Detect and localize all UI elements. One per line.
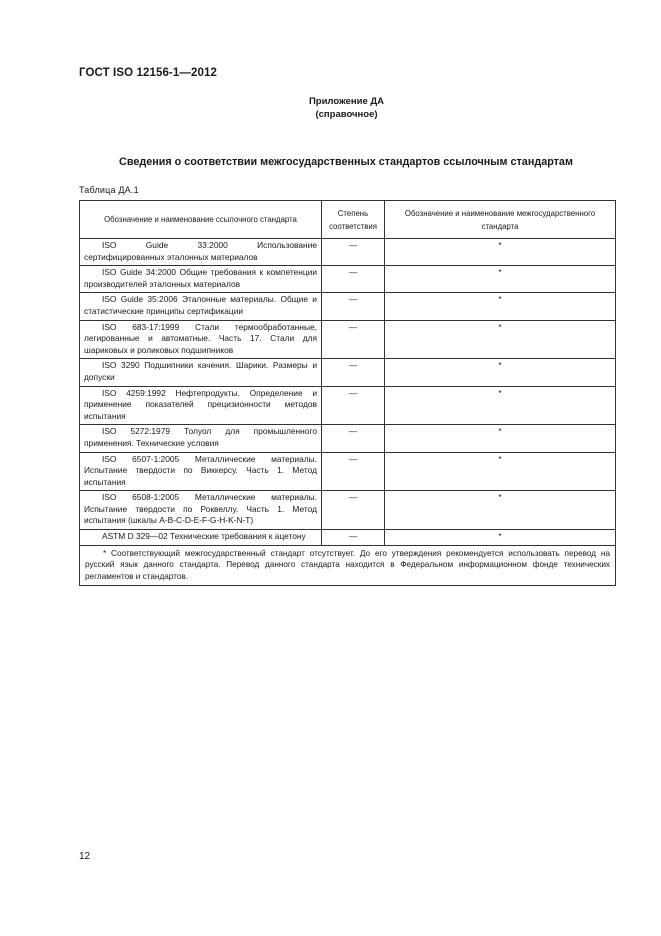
reference-standard-cell: ISO 4259:1992 Нефтепродукты. Определение и применение показателей прецизионности методов испытания: [80, 386, 322, 425]
table-row: [80, 359, 616, 386]
table-row: [80, 293, 616, 320]
reference-standard-cell: ASTM D 329—02 Технические требования к ацетону: [80, 530, 322, 546]
table-footnote: * Соответствующий межгосударственный стандарт отсутствует. До его утверждения рекомендуется использовать перевод на русский язык данного стандарта. Перевод данного стандарта находится в Федеральном информационном фонде технических регламентов и стандартов.: [80, 545, 616, 586]
interstate-standard-cell: *: [385, 293, 616, 320]
table-row: [80, 386, 616, 425]
column-header-interstate: Обозначение и наименование межгосударственного стандарта: [385, 201, 616, 239]
annex-title: Приложение ДА: [308, 96, 385, 107]
reference-standard-cell: ISO Guide 35:2006 Эталонные материалы. Общие и статистические принципы сертификации: [80, 293, 322, 320]
reference-standard-cell: ISO Guide 34:2000 Общие требования к компетенции производителей эталонных материалов: [80, 266, 322, 293]
reference-standard-cell: ISO Guide 33:2000 Использование сертифицированных эталонных материалов: [80, 239, 322, 266]
page-number: 12: [79, 851, 91, 862]
interstate-standard-cell: *: [385, 386, 616, 425]
degree-cell: —: [322, 530, 385, 546]
interstate-standard-cell: *: [385, 530, 616, 546]
degree-cell: —: [322, 425, 385, 452]
column-header-degree: Степень соответствия: [322, 201, 385, 239]
table-row: [80, 425, 616, 452]
table-row: [80, 452, 616, 491]
degree-cell: —: [322, 239, 385, 266]
table-row: [80, 530, 616, 546]
interstate-standard-cell: *: [385, 425, 616, 452]
reference-standard-cell: ISO 6508-1:2005 Металлические материалы. Испытание твердости по Роквеллу. Часть 1. Метод испытания (шкалы A-B-C-D-E-F-G-H-K-N-T): [80, 491, 322, 530]
degree-cell: —: [322, 452, 385, 491]
correspondence-table: [79, 200, 616, 586]
degree-cell: —: [322, 491, 385, 530]
reference-standard-cell: ISO 6507-1:2005 Металлические материалы. Испытание твердости по Виккерсу. Часть 1. Метод испытания: [80, 452, 322, 491]
section-title: Сведения о соответствии межгосударственных стандартов ссылочным стандартам: [119, 156, 573, 168]
interstate-standard-cell: *: [385, 239, 616, 266]
degree-cell: —: [322, 359, 385, 386]
degree-cell: —: [322, 320, 385, 359]
table-row: [80, 239, 616, 266]
interstate-standard-cell: *: [385, 320, 616, 359]
table-row: [80, 266, 616, 293]
interstate-standard-cell: *: [385, 266, 616, 293]
reference-standard-cell: ISO 3290 Подшипники качения. Шарики. Размеры и допуски: [80, 359, 322, 386]
reference-standard-cell: ISO 5272:1979 Толуол для промышленного применения. Технические условия: [80, 425, 322, 452]
table-footnote-row: [80, 545, 616, 586]
interstate-standard-cell: *: [385, 452, 616, 491]
table-row: [80, 491, 616, 530]
interstate-standard-cell: *: [385, 359, 616, 386]
table-row: [80, 320, 616, 359]
annex-subtitle: (справочное): [315, 109, 378, 120]
degree-cell: —: [322, 266, 385, 293]
degree-cell: —: [322, 386, 385, 425]
column-header-reference: Обозначение и наименование ссылочного стандарта: [80, 201, 322, 239]
table-header-row: [80, 201, 616, 239]
degree-cell: —: [322, 293, 385, 320]
document-code: ГОСТ ISO 12156-1—2012: [79, 67, 217, 79]
table-label: Таблица ДА.1: [79, 185, 139, 195]
reference-standard-cell: ISO 683-17:1999 Стали термообработанные, легированные и автоматные. Часть 17. Стали для шариковых и роликовых подшипников: [80, 320, 322, 359]
interstate-standard-cell: *: [385, 491, 616, 530]
